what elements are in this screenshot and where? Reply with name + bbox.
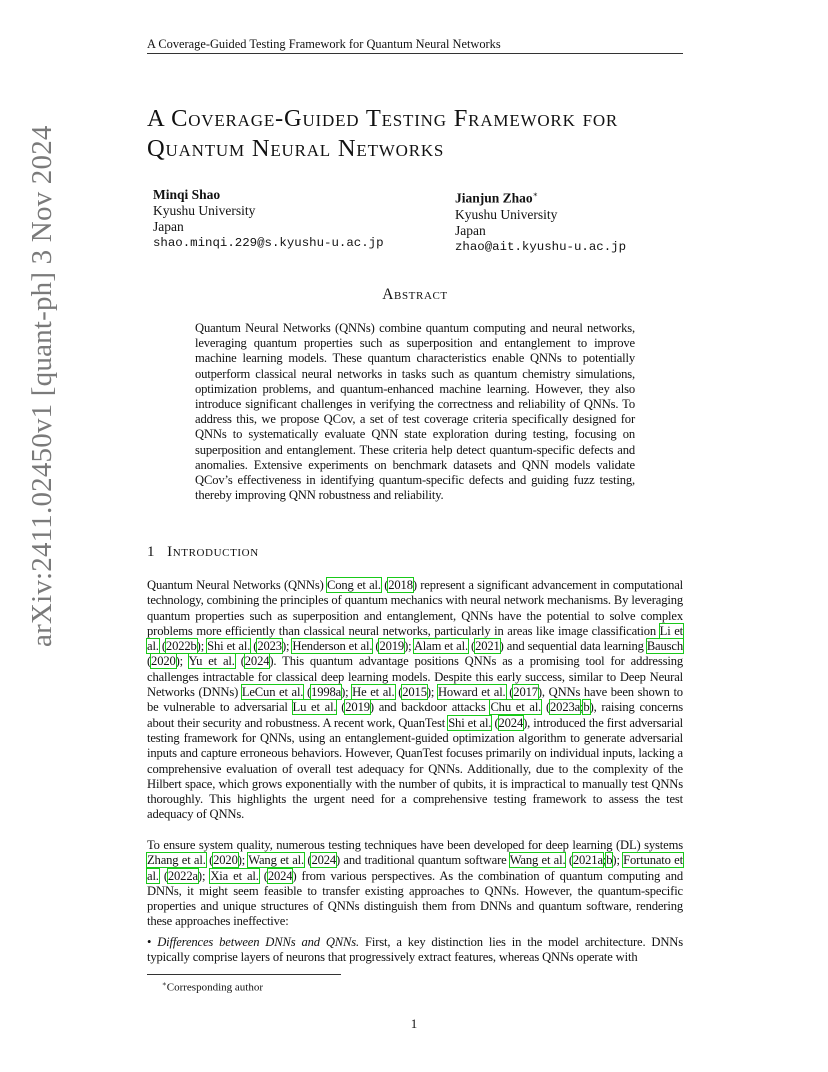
arxiv-identifier: arXiv:2411.02450v1 [quant-ph] 3 Nov 2024 (26, 125, 58, 647)
text-run: ); (341, 685, 353, 700)
text-run: ), raising concerns about their security and robustness. A recent work, QuanTest (147, 700, 684, 730)
text-run: ( (372, 639, 380, 654)
abstract-text: Quantum Neural Networks (QNNs) combine quantum computing and neural networks, leveraging quantum properties such as superposition and entanglement to improve machine learning models. These quantum characteristics enable QNNs to potentially outperform classical neural networks in tasks such as quantum chemistry simulations, optimization problems, and quantum-enhanced machine learning. However, they also introduce significant challenges in verifying the correctness and reliability of QNNs. To address this, we propose QCov, a set of test coverage criteria specifically designed for QNNs to systematically evaluate QNN state exploration during testing, focusing on superposition and entanglement. These criteria help detect quantum-specific defects and anomalies. Extensive experiments on benchmark datasets and QNN models validate QCov’s effectiveness in identifying quantum-specific defects and guiding fuzz testing, thereby improving QNN robustness and reliability. (195, 321, 635, 503)
citation-link[interactable]: Shi et al. (207, 639, 251, 654)
title-line-1: A Coverage-Guided Testing Framework for (147, 105, 619, 132)
citation-link[interactable]: Bausch (646, 639, 683, 654)
abstract-heading: Abstract (382, 286, 448, 303)
citation-link[interactable]: Yu et al. (188, 654, 235, 669)
citation-link[interactable]: He et al. (352, 685, 395, 700)
bullet-paragraph (147, 935, 683, 966)
text-run: ( (303, 685, 312, 700)
text-run: ( (205, 853, 214, 868)
text-run: ); (196, 639, 208, 654)
author-block (153, 187, 384, 251)
bullet-text: First, a key distinction lies in the model architecture. DNNs typically comprise layers of neurons that progressively extract features, whereas QNNs operate with (147, 935, 683, 965)
footnote-rule (147, 974, 341, 975)
text-run: ; (602, 853, 607, 868)
citation-link[interactable]: 2019 (345, 700, 370, 715)
citation-link[interactable]: Shi et al. (448, 715, 492, 730)
citation-link[interactable]: 1998a (311, 685, 342, 700)
text-run: ( (336, 700, 346, 715)
text-run: ( (304, 853, 312, 868)
citation-link[interactable]: Li et al. (147, 623, 683, 654)
text-run: ( (147, 654, 152, 669)
citation-link[interactable]: Chu et al. (490, 700, 542, 715)
text-run: ( (158, 868, 168, 883)
author-name: Minqi Shao (153, 187, 221, 202)
text-run: ( (491, 715, 499, 730)
text-run: ( (541, 700, 551, 715)
citation-link[interactable]: b (606, 853, 613, 868)
title-line-2: Quantum Neural Networks (147, 135, 445, 162)
author-block (455, 187, 626, 255)
author-country: Japan (455, 222, 486, 238)
citation-link[interactable]: 2015 (402, 685, 427, 700)
footnote-mark: ∗ (162, 980, 167, 988)
text-run: ) and backdoor attacks (369, 700, 491, 715)
text-run: ) and sequential data learning (499, 639, 647, 654)
author-email[interactable]: shao.minqi.229@s.kyushu-u.ac.jp (153, 236, 384, 250)
corresponding-mark[interactable]: ∗ (532, 190, 539, 199)
section-number: 1 (147, 544, 156, 560)
intro-paragraph-2 (147, 838, 683, 930)
citation-link[interactable]: 2024 (267, 868, 293, 883)
footnote-text: Corresponding author (166, 981, 263, 994)
citation-link[interactable]: 2022a (167, 868, 198, 883)
citation-link[interactable]: 2021a (572, 853, 603, 868)
text-run: ), QNNs have been shown to be vulnerable to adversarial (147, 685, 683, 715)
citation-link[interactable]: Zhang et al. (147, 853, 206, 868)
paper-title (147, 104, 707, 164)
text-run: ( (158, 639, 166, 654)
citation-link[interactable]: 2018 (388, 578, 413, 592)
author-affiliation: Kyushu University (153, 203, 256, 218)
text-run: ; (580, 700, 584, 715)
citation-link[interactable]: Howard et al. (437, 685, 506, 700)
text-run: ( (394, 685, 403, 700)
citation-link[interactable]: Henderson et al. (292, 639, 373, 654)
text-run: ) from various perspectives. As the combination of quantum computing and DNNs, it might seem feasible to transfer existing approaches to QNNs. However, the quantum-specific properties and unique structures of QNNs distinguish them from DNNs and quantum software, rendering these approaches ineffective: (147, 868, 683, 929)
text-run: ); (612, 853, 624, 868)
citation-link[interactable]: Fortunato et al. (147, 853, 683, 883)
citation-link[interactable]: 2024 (498, 715, 524, 730)
text-run: ). This quantum advantage positions QNNs as a promising tool for addressing challenges intractable for classical deep learning models. Despite this early success, similar to Deep Neural Networks (DNNs) (147, 654, 683, 700)
text-run: ); (281, 639, 293, 654)
text-run: ); (237, 853, 249, 868)
citation-link[interactable]: 2024 (244, 654, 270, 669)
author-country: Japan (153, 219, 184, 234)
text-run: ) represent a significant advancement in computational technology, combining the principles of quantum mechanics with neural network mechanisms. By leveraging quantum properties such as superposition and entanglement, QNNs have the potential to solve complex problems more efficiently than classical neural networks, particularly in areas like image classification (147, 578, 683, 638)
footnote (162, 977, 263, 995)
text-run: ); (426, 685, 438, 700)
section-heading (147, 544, 259, 561)
text-run: ), introduced the first adversarial testing framework for QNNs, using an entanglement-guided optimization algorithm to generate adversarial inputs and capture erroneous behaviors. However, QuanTest focuses primarily on individual inputs, lacking a comprehensive evaluation of overall test adequacy for QNNs. Additionally, due to the complexity of the Hilbert space, which grows exponentially with the number of qubits, it is impractical to manually test QNNs thoroughly. This highlights the urgent need for a comprehensive testing framework to assess the test adequacy of QNNs. (147, 715, 683, 822)
text-run: Quantum Neural Networks (QNNs) (147, 578, 327, 592)
citation-link[interactable]: 2023a (550, 700, 581, 715)
author-email[interactable]: zhao@ait.kyushu-u.ac.jp (455, 239, 627, 254)
citation-link[interactable]: Cong et al. (326, 578, 381, 592)
section-title: Introduction (167, 544, 259, 560)
bullet-lead: Differences between DNNs and QNNs. (157, 935, 360, 949)
citation-link[interactable]: LeCun et al. (241, 685, 304, 700)
text-run: ( (505, 685, 514, 700)
text-run: ( (258, 868, 268, 883)
text-run: ); (197, 868, 211, 883)
text-run: ( (380, 578, 389, 592)
citation-link[interactable]: Wang et al. (509, 853, 566, 868)
intro-paragraph-1 (147, 578, 683, 823)
text-run: ( (234, 654, 245, 669)
text-run: ); (175, 654, 189, 669)
citation-link[interactable]: 2017 (513, 685, 538, 700)
citation-link[interactable]: b (583, 700, 590, 715)
author-affiliation: Kyushu University (455, 206, 558, 222)
text-run: To ensure system quality, numerous testing techniques have been developed for deep learning (DL) systems (147, 838, 683, 852)
running-head: A Coverage-Guided Testing Framework for Quantum Neural Networks (147, 36, 683, 54)
text-run: ( (467, 639, 476, 654)
text-run: ( (250, 639, 258, 654)
citation-link[interactable]: 2020 (213, 853, 238, 868)
citation-link[interactable]: Wang et al. (248, 853, 305, 868)
text-run: ( (565, 853, 573, 868)
text-run: ) and traditional quantum software (336, 853, 510, 868)
citation-link[interactable]: 2023 (257, 639, 282, 654)
citation-link[interactable]: 2024 (311, 853, 337, 868)
text-run: ); (404, 639, 414, 654)
bullet-marker: • (147, 935, 152, 949)
page-number: 1 (410, 1016, 418, 1031)
citation-link[interactable]: 2022b (165, 639, 197, 654)
citation-link[interactable]: 2019 (379, 639, 405, 654)
citation-link[interactable]: 2021 (475, 639, 500, 654)
citation-link[interactable]: 2020 (151, 654, 176, 669)
citation-link[interactable]: Alam et al. (413, 639, 468, 654)
citation-link[interactable]: Lu et al. (292, 700, 337, 715)
author-name: Jianjun Zhao (455, 190, 533, 206)
citation-link[interactable]: Xia et al. (210, 868, 259, 883)
